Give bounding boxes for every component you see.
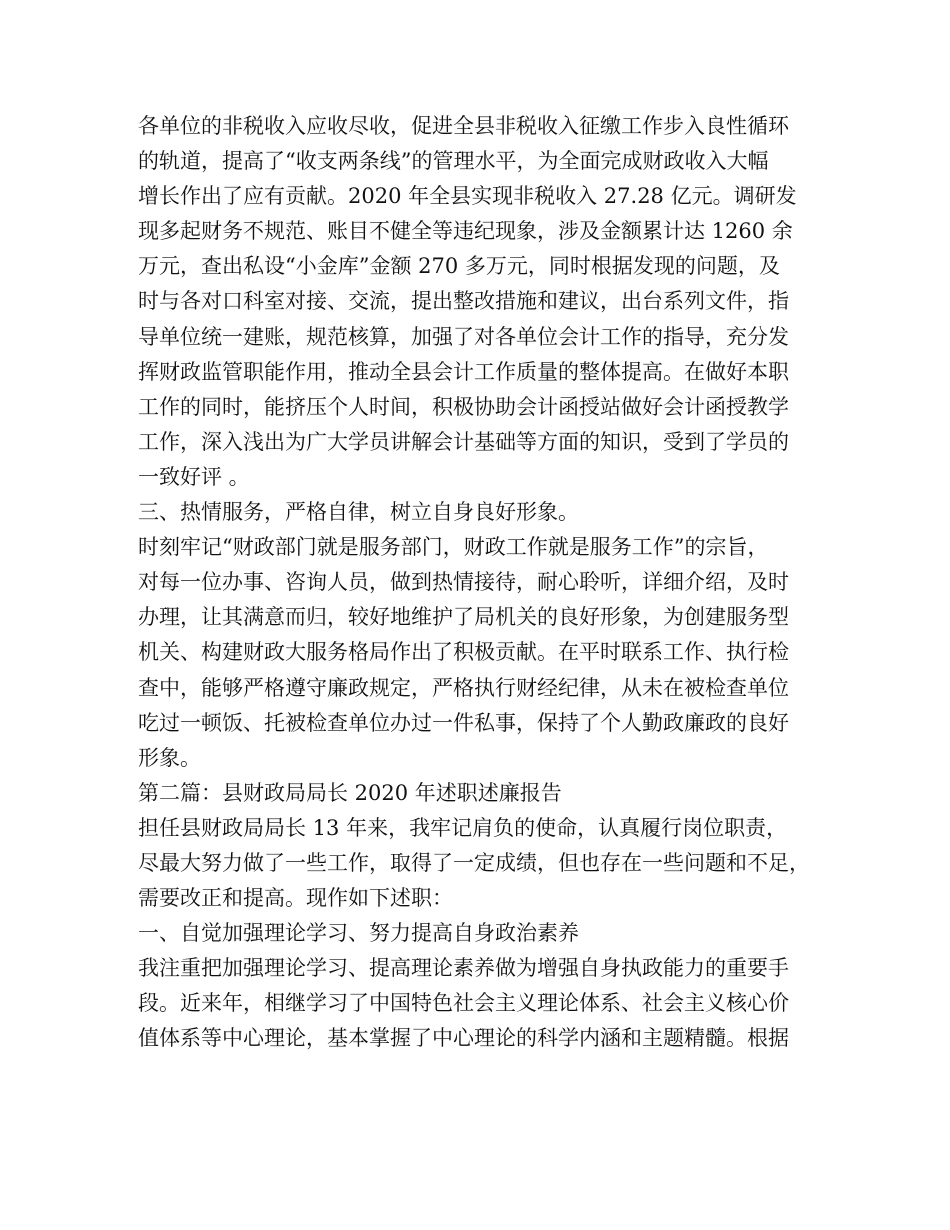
text-line: 担任县财政局局长 13 年来，我牢记肩负的使命，认真履行岗位职责，: [138, 815, 788, 840]
text-line: 工作，深入浅出为广大学员讲解会计基础等方面的知识，受到了学员的: [138, 429, 789, 454]
text-line: 段。近来年，相继学习了中国特色社会主义理论体系、社会主义核心价: [138, 991, 789, 1016]
text-line: 吃过一顿饭、托被检查单位办过一件私事，保持了个人勤政廉政的良好: [138, 710, 789, 735]
text-line: 查中，能够严格遵守廉政规定，严格执行财经纪律，从未在被检查单位: [138, 675, 789, 700]
text-line: 现多起财务不规范、账目不健全等违纪现象，涉及金额累计达 1260 余: [138, 219, 793, 244]
text-line: 机关、构建财政大服务格局作出了积极贡献。在平时联系工作、执行检: [138, 640, 789, 665]
text-line: 办理，让其满意而归，较好地维护了局机关的良好形象，为创建服务型: [138, 605, 789, 630]
text-line: 导单位统一建账，规范核算，加强了对各单位会计工作的指导，充分发: [138, 324, 789, 349]
text-line: 的轨道，提高了“收支两条线”的管理水平，为全面完成财政收入大幅: [138, 149, 769, 174]
text-line: 时刻牢记“财政部门就是服务部门，财政工作就是服务工作”的宗旨，: [138, 535, 769, 560]
article-title: 第二篇：县财政局局长 2020 年述职述廉报告: [138, 780, 562, 805]
text-line: 对每一位办事、咨询人员，做到热情接待，耐心聆听，详细介绍，及时: [138, 570, 789, 595]
text-line: 值体系等中心理论，基本掌握了中心理论的科学内涵和主题精髓。根据: [138, 1026, 789, 1051]
text-line: 增长作出了应有贡献。2020 年全县实现非税收入 27.28 亿元。调研发: [138, 184, 797, 209]
section-heading: 一、自觉加强理论学习、努力提高自身政治素养: [138, 921, 579, 946]
text-line: 一致好评 。: [138, 464, 250, 489]
document-body: [138, 109, 838, 1057]
text-line: 形象。: [138, 745, 201, 770]
text-line: 我注重把加强理论学习、提高理论素养做为增强自身执政能力的重要手: [138, 956, 789, 981]
text-line: 时与各对口科室对接、交流，提出整改措施和建议，出台系列文件，指: [138, 289, 789, 314]
section-heading: 三、热情服务，严格自律，树立自身良好形象。: [138, 500, 579, 525]
text-line: 挥财政监管职能作用，推动全县会计工作质量的整体提高。在做好本职: [138, 359, 789, 384]
text-line: 各单位的非税收入应收尽收，促进全县非税收入征缴工作步入良性循环: [138, 114, 789, 138]
text-line: 工作的同时，能挤压个人时间，积极协助会计函授站做好会计函授教学: [138, 394, 789, 419]
text-line: 尽最大努力做了一些工作，取得了一定成绩，但也存在一些问题和不足，: [138, 850, 810, 875]
text-line: 需要改正和提高。现作如下述职：: [138, 886, 453, 911]
text-line: 万元，查出私设“小金库”金额 270 多万元，同时根据发现的问题，及: [138, 254, 780, 279]
